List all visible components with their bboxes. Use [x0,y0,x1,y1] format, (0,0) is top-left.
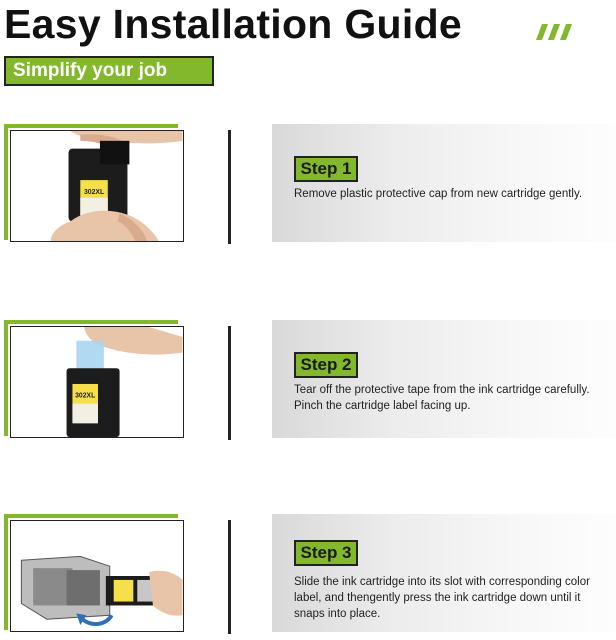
step-3-text: Slide the ink cartridge into its slot with corresponding color label, and thengently press the ink cartridge down until it snaps into place. [294,576,590,620]
cartridge-insertion-illustration [11,521,183,631]
cartridge-label-text: 302XL [83,188,105,196]
page-title: Easy Installation Guide [4,1,463,47]
cartridge-cap-removal-illustration [11,131,183,241]
step-3-badge: Step 3 [294,540,358,566]
tape-removal-illustration [11,327,183,437]
divider-line [228,130,231,244]
step-2-text: Tear off the protective tape from the ink cartridge carefully. Pinch the cartridge label facing up. [294,384,590,412]
subtitle-badge [4,56,214,86]
subtitle-text: Simplify your job [13,60,168,81]
step-3-panel [272,514,616,632]
step-1-panel [272,124,616,242]
divider-line [228,326,231,440]
cartridge-label-text: 302XL [75,392,96,400]
step-3-photo [4,514,184,632]
step-2-panel [272,320,616,438]
step-1-photo [4,124,184,242]
step-1-badge: Step 1 [294,156,358,182]
slashes-icon [530,24,574,40]
step-1-text: Remove plastic protective cap from new cartridge gently. [294,188,583,200]
step-2-badge: Step 2 [294,352,358,378]
divider-line [228,520,231,634]
step-2-photo [4,320,184,438]
